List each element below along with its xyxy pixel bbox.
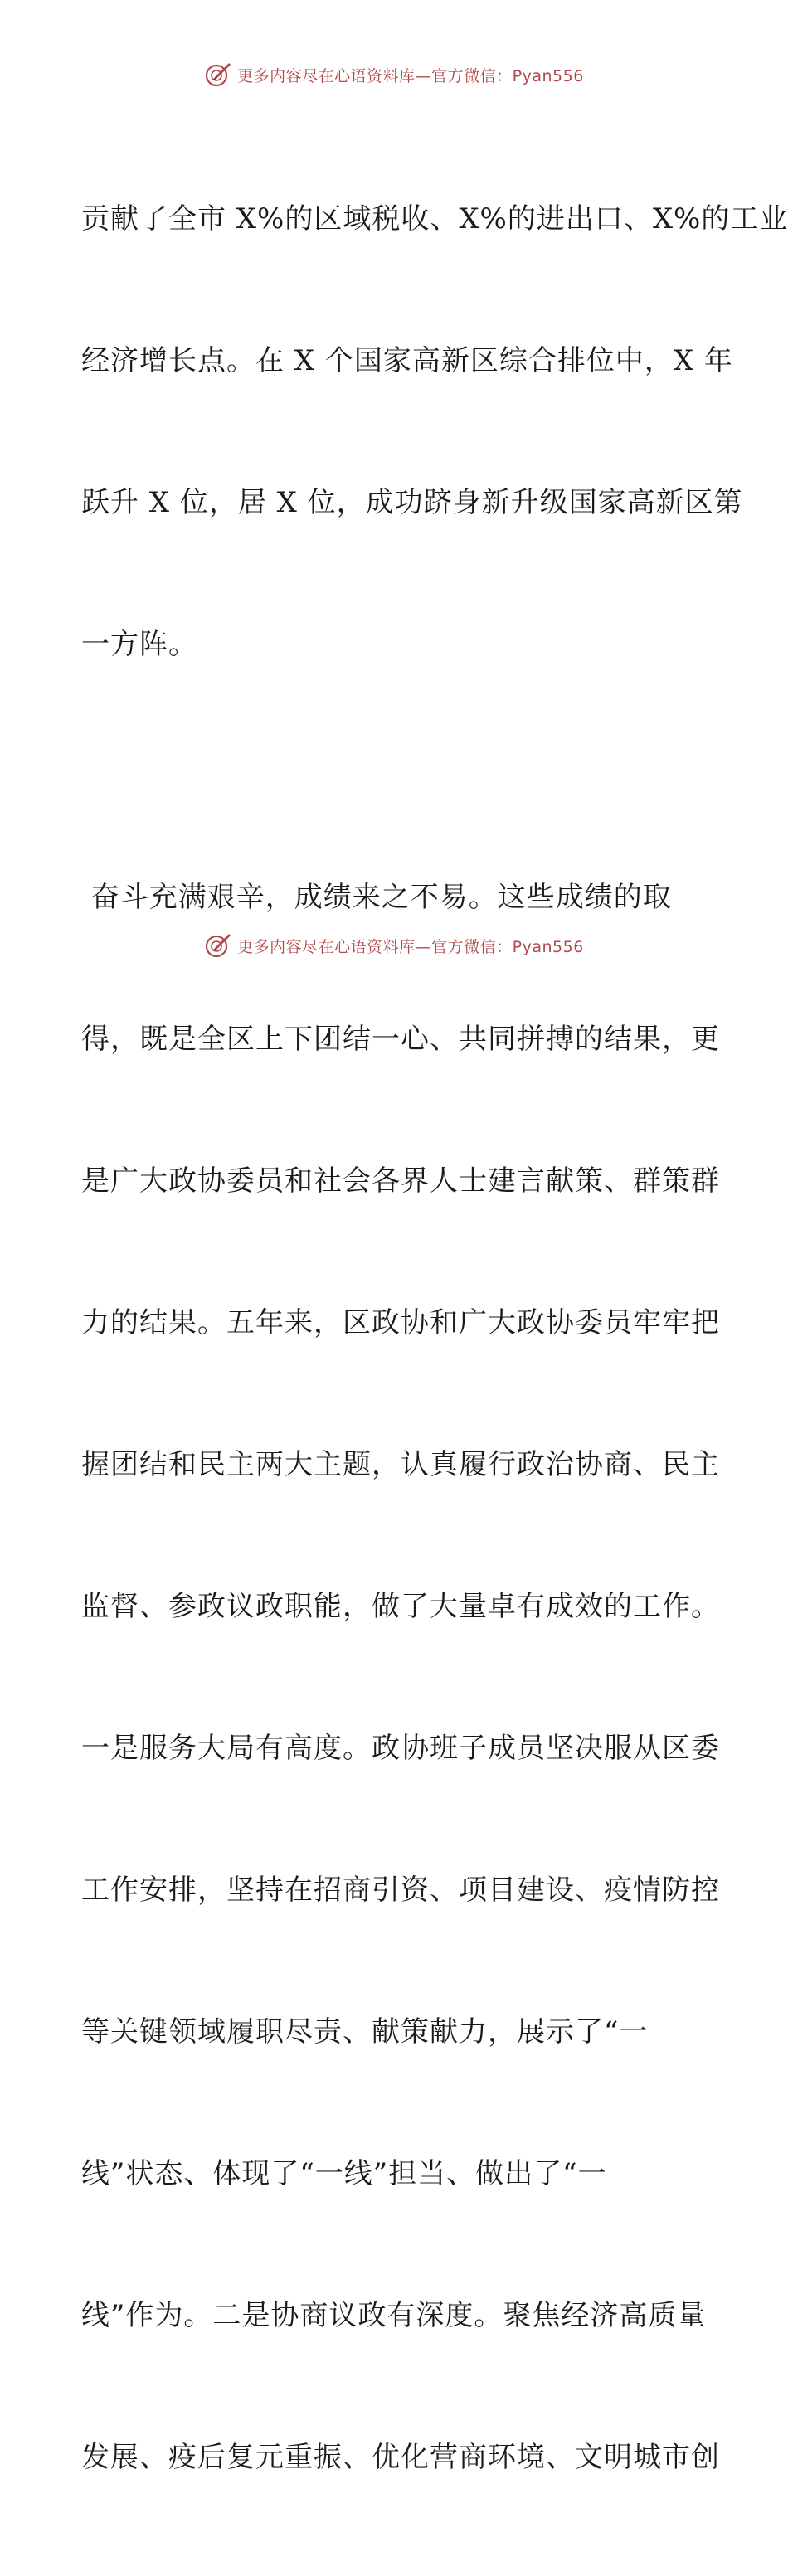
footer-banner-text: 更多内容尽在心语资料库—官方微信：Pyan556	[237, 937, 584, 956]
text-line: 线”作为。二是协商议政有深度。聚焦经济高质量	[81, 2299, 707, 2332]
paragraph-2	[81, 780, 720, 2576]
pen-logo-icon	[204, 61, 232, 89]
text-line: 一是服务大局有高度。政协班子成员坚决服从区委	[81, 1732, 720, 1765]
text-line: 是广大政协委员和社会各界人士建言献策、群策群	[81, 1164, 720, 1198]
text-line: 一方阵。	[81, 628, 197, 661]
pen-logo-icon	[204, 931, 232, 960]
text-line: 等关键领域履职尽责、献策献力，展示了“一	[81, 2015, 649, 2049]
text-line: 发展、疫后复元重振、优化营商环境、文明城市创	[81, 2441, 720, 2474]
paragraph-spacer	[81, 763, 712, 780]
text-line: 握团结和民主两大主题，认真履行政治协商、民主	[81, 1448, 720, 1481]
text-line: 工作安排，坚持在招商引资、项目建设、疫情防控	[81, 1874, 720, 1907]
footer-watermark-banner	[0, 929, 788, 962]
text-line: 线”状态、体现了“一线”担当、做出了“一	[81, 2157, 607, 2190]
text-line: 得，既是全区上下团结一心、共同拼搏的结果，更	[81, 1023, 720, 1056]
header-watermark-banner	[0, 58, 788, 91]
paragraph-1	[81, 101, 788, 763]
text-line: 贡献了全市 X%的区域税收、X%的进出口、X%的工业	[81, 202, 788, 236]
text-line: 力的结果。五年来，区政协和广大政协委员牢牢把	[81, 1306, 720, 1339]
header-banner-text: 更多内容尽在心语资料库—官方微信：Pyan556	[237, 66, 584, 85]
text-line: 经济增长点。在 X 个国家高新区综合排位中，X 年	[81, 344, 733, 377]
document-body	[81, 101, 788, 2576]
text-line: 跃升 X 位，居 X 位，成功跻身新升级国家高新区第	[81, 486, 743, 519]
text-line: 监督、参政议政职能，做了大量卓有成效的工作。	[81, 1590, 720, 1623]
text-line: 奋斗充满艰辛，成绩来之不易。这些成绩的取	[81, 881, 672, 914]
